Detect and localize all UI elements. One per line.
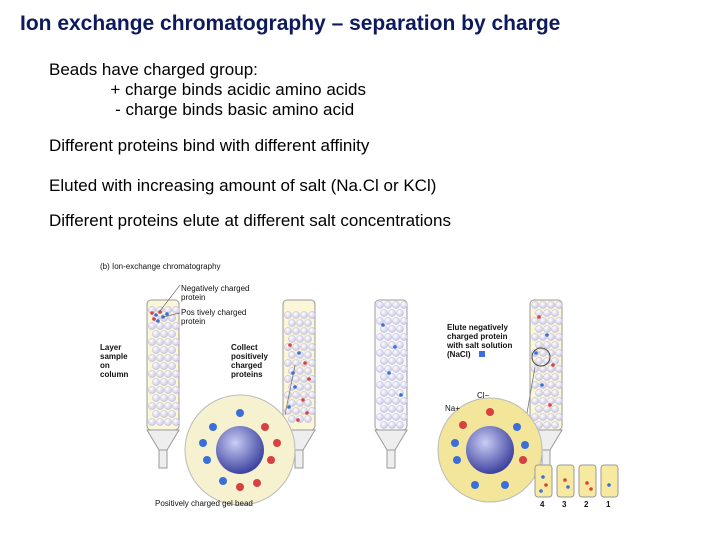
- gel-bead: [304, 335, 311, 342]
- gel-bead: [555, 381, 562, 388]
- zoom-protein: [199, 439, 207, 447]
- gel-bead: [164, 386, 171, 393]
- protein-dot: [534, 351, 538, 355]
- zoom-protein: [203, 456, 211, 464]
- gel-bead: [148, 418, 155, 425]
- gel-bead: [172, 306, 179, 313]
- gel-bead: [543, 373, 550, 380]
- gel-bead: [156, 402, 163, 409]
- tube-protein: [539, 489, 543, 493]
- gel-bead: [308, 407, 315, 414]
- gel-bead: [547, 349, 554, 356]
- gel-bead: [300, 375, 307, 382]
- gel-bead: [555, 365, 562, 372]
- gel-bead: [156, 354, 163, 361]
- gel-bead: [148, 322, 155, 329]
- gel-bead: [384, 301, 391, 308]
- gel-bead: [551, 421, 558, 428]
- gel-bead: [164, 402, 171, 409]
- gel-bead: [296, 319, 303, 326]
- gel-bead: [172, 418, 179, 425]
- zoom-ion: [451, 439, 459, 447]
- gel-bead: [148, 402, 155, 409]
- gel-bead: [400, 349, 407, 356]
- zoom-ion: [513, 423, 521, 431]
- zoom-protein: [253, 479, 261, 487]
- gel-bead: [164, 418, 171, 425]
- gel-bead: [152, 378, 159, 385]
- gel-bead: [148, 370, 155, 377]
- gel-bead: [384, 413, 391, 420]
- gel-bead: [168, 410, 175, 417]
- gel-bead: [300, 311, 307, 318]
- gel-bead: [288, 335, 295, 342]
- protein-dot: [551, 363, 555, 367]
- gel-bead: [160, 378, 167, 385]
- gel-bead: [539, 317, 546, 324]
- label-collect-line4: proteins: [231, 370, 263, 379]
- gel-bead: [396, 421, 403, 428]
- gel-bead: [380, 405, 387, 412]
- gel-bead: [152, 346, 159, 353]
- gel-bead: [388, 325, 395, 332]
- slide-title: Ion exchange chromatography – separation by charge: [20, 12, 561, 35]
- zoom-ion: [486, 408, 494, 416]
- gel-bead: [284, 327, 291, 334]
- gel-bead: [384, 349, 391, 356]
- label-collect-line2: positively: [231, 352, 268, 361]
- zoom-protein: [261, 423, 269, 431]
- protein-dot: [296, 418, 300, 422]
- gel-bead: [376, 413, 383, 420]
- protein-dot: [537, 315, 541, 319]
- gel-bead: [396, 357, 403, 364]
- protein-dot: [301, 398, 305, 402]
- gel-bead: [555, 349, 562, 356]
- gel-bead: [172, 402, 179, 409]
- label-cl-ion: Cl−: [477, 391, 490, 400]
- gel-bead: [531, 317, 538, 324]
- ion-exchange-figure: [95, 255, 625, 515]
- gel-bead: [300, 327, 307, 334]
- label-positive-protein-line1: Pos tively charged: [181, 308, 247, 317]
- gel-bead: [543, 309, 550, 316]
- gel-bead: [168, 346, 175, 353]
- gel-bead: [547, 317, 554, 324]
- protein-dot: [293, 385, 297, 389]
- gel-bead: [152, 394, 159, 401]
- bullet-affinity: Different proteins bind with different affinity: [49, 136, 370, 155]
- protein-dot: [154, 313, 158, 317]
- gel-bead: [152, 330, 159, 337]
- gel-bead: [388, 309, 395, 316]
- column-3: [375, 300, 408, 468]
- gel-bead: [396, 405, 403, 412]
- gel-bead: [400, 397, 407, 404]
- gel-bead: [543, 421, 550, 428]
- gel-bead: [380, 421, 387, 428]
- gel-bead: [172, 322, 179, 329]
- gel-bead: [535, 405, 542, 412]
- zoom-protein: [236, 409, 244, 417]
- gel-bead: [292, 327, 299, 334]
- tube-protein: [589, 487, 593, 491]
- gel-bead: [160, 410, 167, 417]
- gel-bead: [392, 317, 399, 324]
- gel-bead: [284, 359, 291, 366]
- protein-dot: [387, 371, 391, 375]
- gel-bead: [392, 397, 399, 404]
- tube-label-4: 4: [540, 500, 545, 509]
- gel-bead: [156, 386, 163, 393]
- gel-bead: [308, 327, 315, 334]
- gel-bead: [392, 333, 399, 340]
- gel-bead: [388, 357, 395, 364]
- zoom-protein: [209, 423, 217, 431]
- label-gel-bead: Positively charged gel bead: [155, 499, 253, 508]
- gel-bead: [376, 349, 383, 356]
- gel-bead: [160, 330, 167, 337]
- gel-bead: [551, 389, 558, 396]
- gel-bead: [543, 325, 550, 332]
- gel-bead: [531, 333, 538, 340]
- gel-bead: [292, 359, 299, 366]
- zoom-protein: [236, 483, 244, 491]
- gel-bead: [539, 397, 546, 404]
- gel-bead: [304, 399, 311, 406]
- protein-dot: [540, 383, 544, 387]
- gel-bead: [292, 343, 299, 350]
- figure-illustration: [95, 255, 625, 515]
- gel-bead: [380, 373, 387, 380]
- bullet-beads: Beads have charged group:: [49, 60, 258, 79]
- gel-bead-zoom-salt: [438, 367, 542, 502]
- label-collect-line3: charged: [231, 361, 263, 370]
- gel-bead: [380, 389, 387, 396]
- gel-bead: [308, 391, 315, 398]
- gel-bead: [304, 415, 311, 422]
- tube-protein: [585, 481, 589, 485]
- gel-bead: [539, 413, 546, 420]
- gel-bead: [376, 365, 383, 372]
- zoom-protein: [273, 439, 281, 447]
- gel-bead: [396, 309, 403, 316]
- gel-bead: [400, 413, 407, 420]
- gel-bead: [392, 413, 399, 420]
- zoom-ion: [471, 481, 479, 489]
- gel-bead: [531, 397, 538, 404]
- gel-bead: [168, 330, 175, 337]
- tube-label-3: 3: [562, 500, 567, 509]
- protein-dot: [288, 343, 292, 347]
- protein-dot: [156, 319, 160, 323]
- gel-bead: [376, 333, 383, 340]
- protein-dot: [303, 361, 307, 365]
- tube-protein: [563, 478, 567, 482]
- gel-bead: [392, 365, 399, 372]
- bullet-elute-concentrations: Different proteins elute at different salt concentrations: [49, 211, 451, 230]
- gel-bead: [551, 309, 558, 316]
- protein-dot: [393, 345, 397, 349]
- zoom-ion: [519, 456, 527, 464]
- zoom-ion: [521, 441, 529, 449]
- gel-bead: [388, 421, 395, 428]
- gel-bead: [388, 389, 395, 396]
- tube-1: [601, 465, 618, 497]
- gel-bead: [160, 362, 167, 369]
- gel-bead: [384, 333, 391, 340]
- gel-bead: [555, 413, 562, 420]
- gel-bead: [400, 381, 407, 388]
- gel-bead: [288, 415, 295, 422]
- gel-bead: [400, 301, 407, 308]
- gel-bead: [304, 367, 311, 374]
- gel-bead: [535, 357, 542, 364]
- gel-bead: [555, 397, 562, 404]
- gel-bead: [535, 373, 542, 380]
- gel-bead: [539, 349, 546, 356]
- gel-bead: [284, 391, 291, 398]
- protein-dot: [545, 333, 549, 337]
- gel-bead: [376, 381, 383, 388]
- gel-bead: [148, 338, 155, 345]
- gel-bead: [156, 370, 163, 377]
- protein-dot: [150, 311, 154, 315]
- gel-bead: [380, 341, 387, 348]
- gel-bead: [308, 343, 315, 350]
- gel-bead: [156, 418, 163, 425]
- tube-2: [579, 465, 596, 497]
- gel-bead: [308, 359, 315, 366]
- gel-bead: [400, 317, 407, 324]
- tube-protein: [541, 475, 545, 479]
- label-collect-line1: Collect: [231, 343, 258, 352]
- tube-4: [535, 465, 552, 497]
- gel-bead: [152, 362, 159, 369]
- gel-bead: [148, 354, 155, 361]
- gel-bead: [156, 322, 163, 329]
- gel-bead: [543, 341, 550, 348]
- gel-bead: [380, 309, 387, 316]
- gel-bead: [547, 413, 554, 420]
- gel-bead: [392, 381, 399, 388]
- gel-bead: [539, 301, 546, 308]
- gel-bead: [304, 319, 311, 326]
- label-negative-protein-line1: Negatively charged: [181, 284, 250, 293]
- gel-bead: [172, 354, 179, 361]
- tube-protein: [544, 483, 548, 487]
- tube-label-2: 2: [584, 500, 589, 509]
- gel-bead: [164, 354, 171, 361]
- label-elute-line1: Elute negatively: [447, 323, 508, 332]
- collection-tubes: [535, 465, 618, 497]
- protein-dot: [381, 323, 385, 327]
- label-elute-line4: (NaCl): [447, 350, 471, 359]
- gel-bead: [168, 394, 175, 401]
- label-layer-line1: Layer: [100, 343, 122, 352]
- gel-bead: [543, 389, 550, 396]
- gel-bead: [384, 381, 391, 388]
- gel-bead: [164, 338, 171, 345]
- gel-bead: [388, 405, 395, 412]
- gel-bead: [376, 301, 383, 308]
- gel-bead: [535, 325, 542, 332]
- gel-bead: [400, 333, 407, 340]
- column-1: [147, 300, 180, 468]
- gel-bead: [296, 367, 303, 374]
- gel-bead-zoom-positive: [185, 365, 295, 505]
- figure-heading: (b) Ion-exchange chromatography: [100, 262, 221, 271]
- gel-bead: [168, 362, 175, 369]
- gel-bead: [547, 301, 554, 308]
- tube-label-1: 1: [606, 500, 611, 509]
- gel-bead: [551, 373, 558, 380]
- label-na-ion: Na+: [445, 404, 460, 413]
- gel-bead: [296, 383, 303, 390]
- gel-bead: [396, 341, 403, 348]
- gel-bead: [392, 349, 399, 356]
- gel-bead: [292, 407, 299, 414]
- gel-bead: [535, 389, 542, 396]
- label-negative-protein-line2: protein: [181, 293, 206, 302]
- gel-bead: [551, 325, 558, 332]
- gel-bead: [380, 357, 387, 364]
- gel-bead: [300, 391, 307, 398]
- gel-bead: [172, 338, 179, 345]
- gel-bead: [152, 410, 159, 417]
- gel-bead: [160, 394, 167, 401]
- gel-bead: [304, 383, 311, 390]
- gel-bead: [555, 333, 562, 340]
- label-layer-line2: sample: [100, 352, 128, 361]
- gel-bead: [168, 378, 175, 385]
- label-layer-line4: column: [100, 370, 129, 379]
- gel-bead: [288, 351, 295, 358]
- gel-bead: [156, 338, 163, 345]
- zoom-protein: [219, 477, 227, 485]
- gel-bead: [160, 346, 167, 353]
- gel-bead: [172, 370, 179, 377]
- gel-bead: [288, 319, 295, 326]
- protein-dot: [297, 351, 301, 355]
- label-elute-line2: charged protein: [447, 332, 508, 341]
- gel-bead: [396, 373, 403, 380]
- gel-bead: [396, 325, 403, 332]
- gel-bead: [296, 335, 303, 342]
- gel-bead: [308, 311, 315, 318]
- tube-protein: [607, 483, 611, 487]
- bullet-beads-group: [49, 60, 366, 120]
- bullet-negative-charge: - charge binds basic amino acid: [49, 100, 355, 119]
- gel-bead: [300, 343, 307, 350]
- gel-bead: [292, 375, 299, 382]
- gel-bead: [531, 301, 538, 308]
- label-elute-line3: with salt solution: [447, 341, 513, 350]
- bullet-eluted: Eluted with increasing amount of salt (Na.Cl or KCl): [49, 176, 437, 195]
- gel-bead: [164, 370, 171, 377]
- protein-dot: [305, 411, 309, 415]
- label-positive-protein-line2: protein: [181, 317, 206, 326]
- gel-bead: [284, 375, 291, 382]
- gel-bead: [392, 301, 399, 308]
- protein-dot: [307, 377, 311, 381]
- gel-bead: [164, 322, 171, 329]
- protein-dot: [287, 405, 291, 409]
- protein-dot: [165, 312, 169, 316]
- gel-bead: [547, 381, 554, 388]
- gel-bead: [400, 365, 407, 372]
- gel-bead: [284, 311, 291, 318]
- zoom-ion: [501, 481, 509, 489]
- tube-protein: [566, 485, 570, 489]
- gel-bead: [551, 405, 558, 412]
- zoom-ion: [459, 421, 467, 429]
- salt-swatch: [479, 351, 485, 357]
- zoom-ion: [453, 456, 461, 464]
- gel-bead: [292, 391, 299, 398]
- gel-bead: [384, 317, 391, 324]
- protein-dot: [548, 403, 552, 407]
- gel-bead: [551, 341, 558, 348]
- bullet-positive-charge: + charge binds acidic amino acids: [49, 80, 367, 99]
- label-layer-line3: on: [100, 361, 110, 370]
- gel-bead: [148, 386, 155, 393]
- gel-bead: [292, 311, 299, 318]
- protein-dot: [152, 317, 156, 321]
- gel-bead: [384, 397, 391, 404]
- gel-bead: [172, 386, 179, 393]
- protein-dot: [399, 393, 403, 397]
- gel-bead: [555, 317, 562, 324]
- gel-bead: [376, 397, 383, 404]
- gel-bead: [304, 351, 311, 358]
- gel-bead: [555, 301, 562, 308]
- zoom-protein: [267, 456, 275, 464]
